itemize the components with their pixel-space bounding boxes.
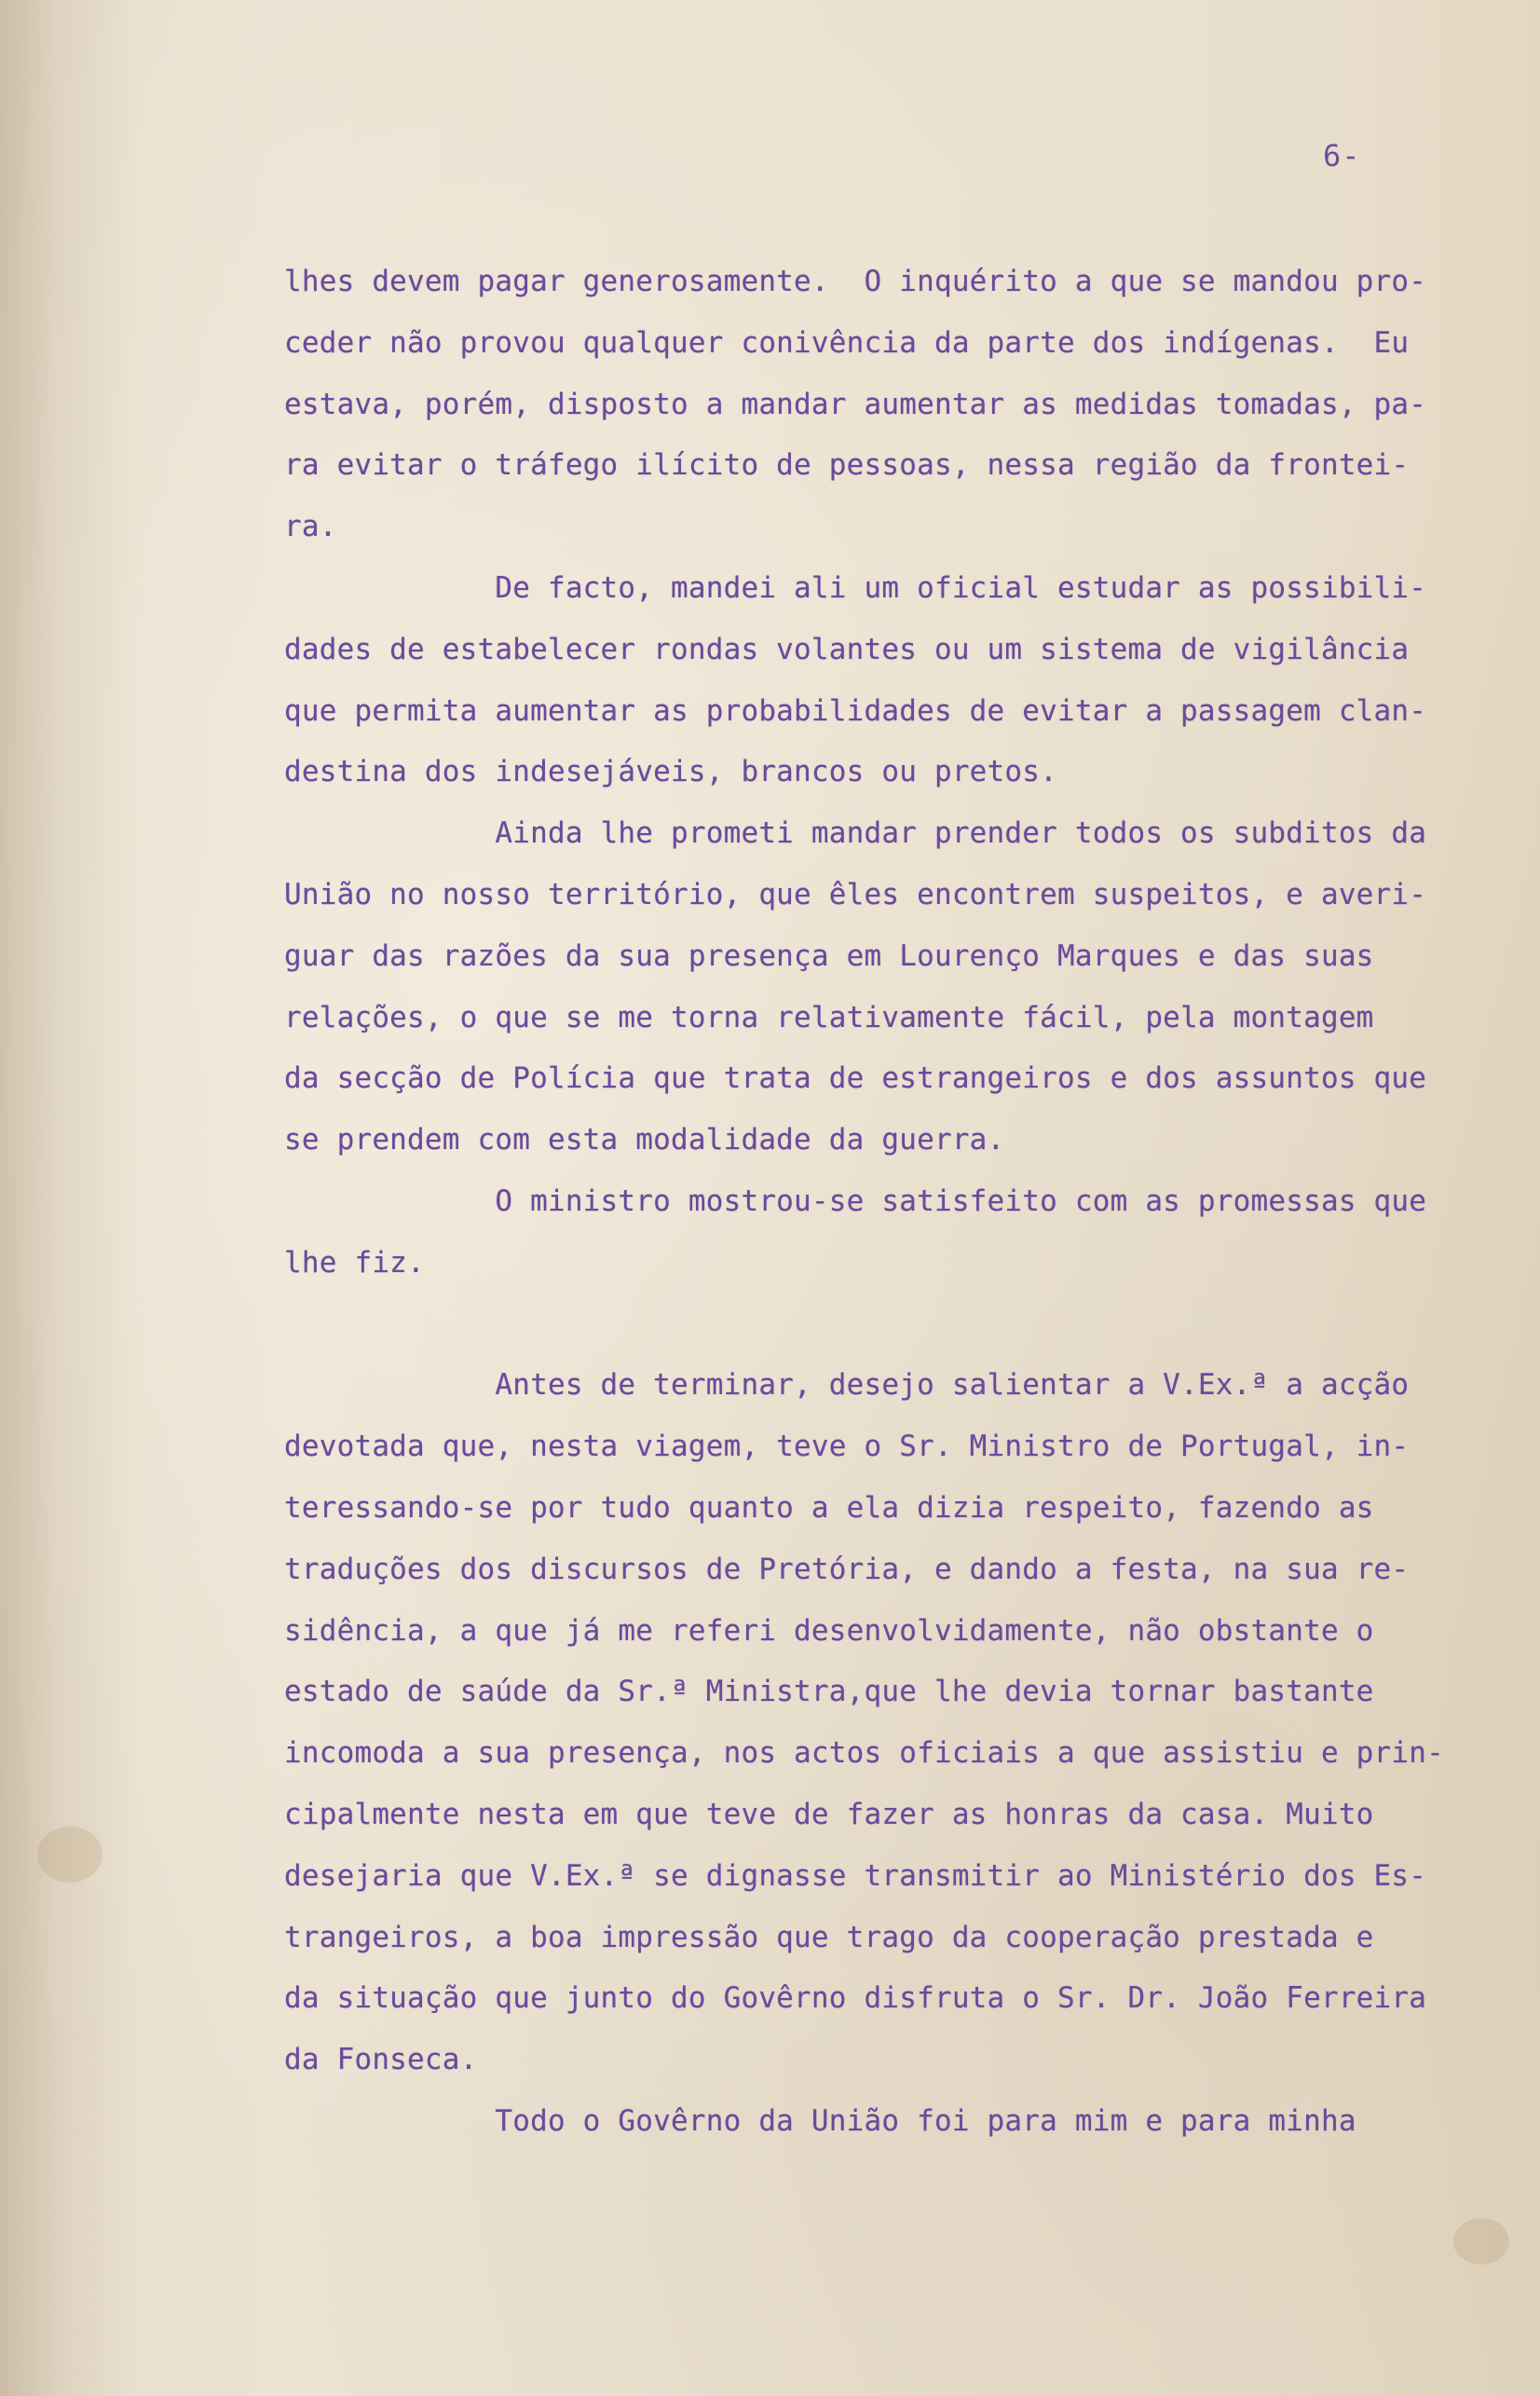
paper-stain <box>1453 2218 1509 2265</box>
text-line: ceder não provou qualquer conivência da parte dos indígenas. Eu <box>284 325 1410 360</box>
text-line: União no nosso território, que êles encontrem suspeitos, e averi- <box>284 877 1427 911</box>
paragraph <box>284 1355 1495 2091</box>
text-line: lhe fiz. <box>284 1245 425 1280</box>
text-line: ra evitar o tráfego ilícito de pessoas, nessa região da frontei- <box>284 448 1410 483</box>
text-line: da situação que junto do Govêrno disfruta o Sr. Dr. João Ferreira <box>284 1981 1427 2016</box>
text-line: que permita aumentar as probabilidades de evitar a passagem clan- <box>284 693 1427 728</box>
text-line: destina dos indesejáveis, brancos ou pretos. <box>284 755 1057 789</box>
paper-stain <box>37 1827 102 1883</box>
text-line: O ministro mostrou-se satisfeito com as promessas que <box>284 1184 1427 1218</box>
text-line: trangeiros, a boa impressão que trago da cooperação prestada e <box>284 1920 1374 1954</box>
text-line: lhes devem pagar generosamente. O inquérito a que se mandou pro- <box>284 265 1427 298</box>
text-line: cipalmente nesta em que teve de fazer as honras da casa. Muito <box>284 1797 1374 1831</box>
typed-text-body <box>284 252 1495 2153</box>
text-line: desejaria que V.Ex.ª se dignasse transmitir ao Ministério dos Es- <box>284 1858 1427 1893</box>
text-line: se prendem com esta modalidade da guerra. <box>284 1123 1005 1157</box>
text-line: traduções dos discursos de Pretória, e dando a festa, na sua re- <box>284 1552 1410 1586</box>
text-line: De facto, mandei ali um oficial estudar as possibili- <box>284 570 1427 605</box>
text-line: devotada que, nesta viagem, teve o Sr. Ministro de Portugal, in- <box>284 1430 1410 1464</box>
text-line: estado de saúde da Sr.ª Ministra,que lhe devia tornar bastante <box>284 1675 1374 1709</box>
paragraph-gap <box>284 1294 1495 1356</box>
text-line: da secção de Polícia que trata de estrangeiros e dos assuntos que <box>284 1061 1427 1096</box>
text-line: incomoda a sua presença, nos actos oficiais a que assistiu e prin- <box>284 1736 1444 1771</box>
page-number: 6- <box>1323 138 1361 173</box>
paragraph <box>284 558 1495 803</box>
left-margin-shadow <box>0 0 140 2396</box>
text-line: Ainda lhe prometi mandar prender todos os subditos da <box>284 816 1427 851</box>
text-line: teressando-se por tudo quanto a ela dizia respeito, fazendo as <box>284 1490 1374 1525</box>
paragraph <box>284 2091 1495 2153</box>
text-line: relações, o que se me torna relativamente fácil, pela montagem <box>284 1000 1374 1034</box>
text-line: estava, porém, disposto a mandar aumentar as medidas tomadas, pa- <box>284 387 1427 421</box>
text-line: sidência, a que já me referi desenvolvidamente, não obstante o <box>284 1613 1374 1648</box>
text-line: ra. <box>284 510 337 544</box>
paragraph <box>284 803 1495 1171</box>
paragraph <box>284 1171 1495 1294</box>
text-line: da Fonseca. <box>284 2043 478 2077</box>
text-line: dades de estabelecer rondas volantes ou um sistema de vigilância <box>284 632 1410 666</box>
paragraph <box>284 252 1495 558</box>
text-line: guar das razões da sua presença em Lourenço Marques e das suas <box>284 938 1374 973</box>
text-line: Todo o Govêrno da União foi para mim e para minha <box>284 2103 1356 2138</box>
text-line: Antes de terminar, desejo salientar a V.Ex.ª a acção <box>284 1368 1410 1403</box>
